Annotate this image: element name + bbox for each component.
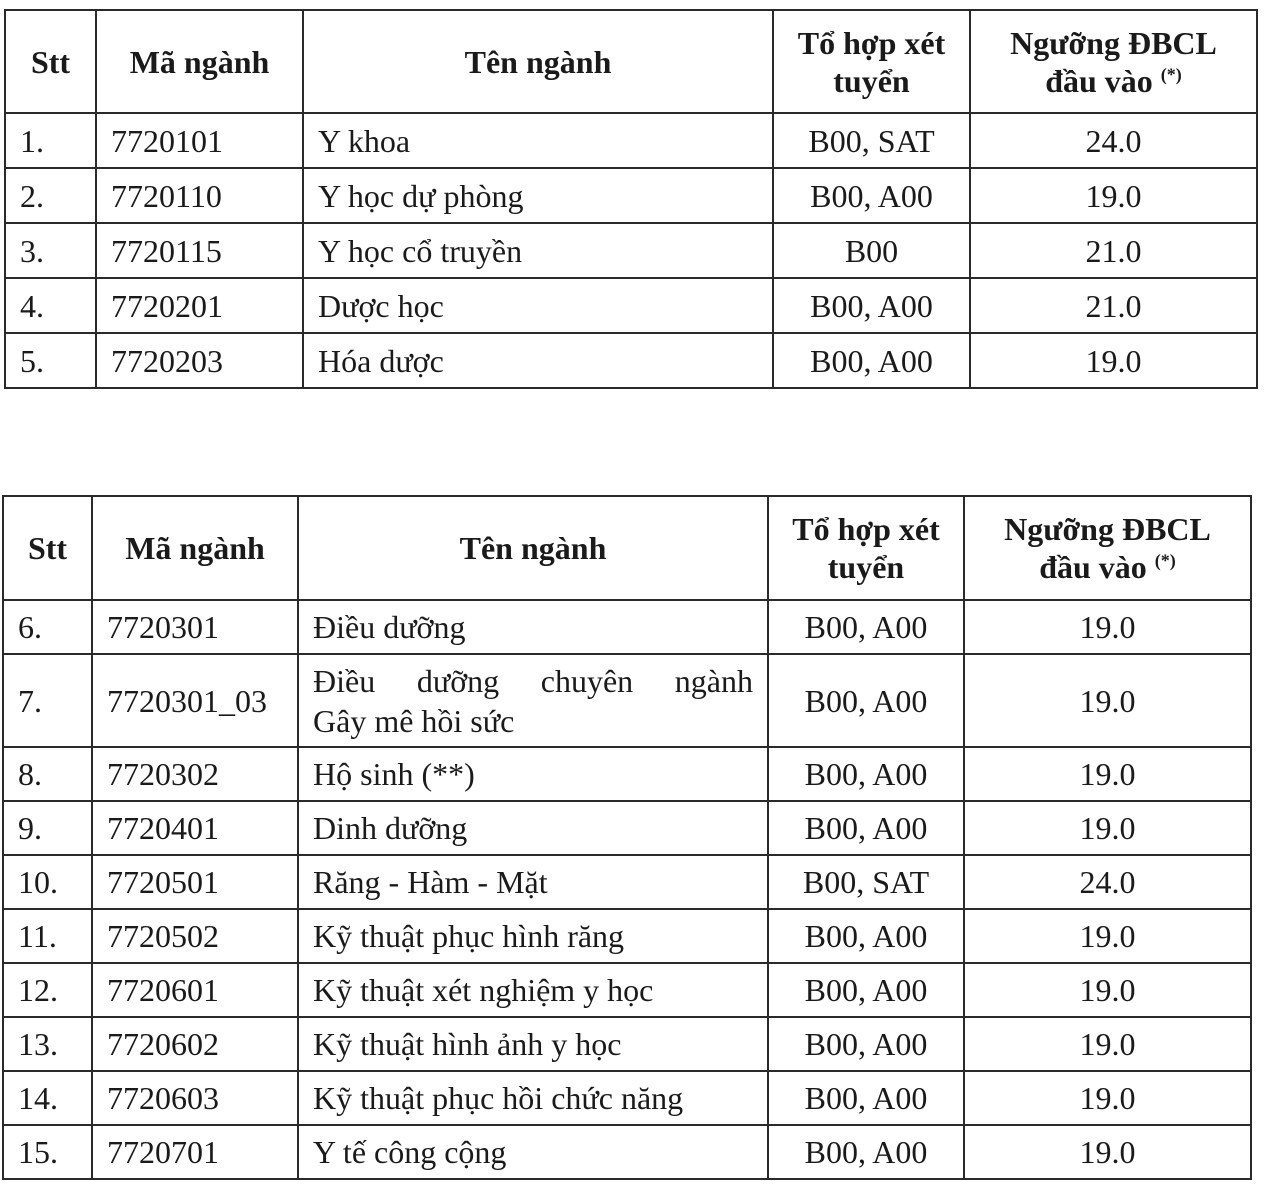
- cell-stt: 4.: [5, 278, 96, 333]
- cell-to-hop: B00, A00: [768, 1125, 964, 1179]
- cell-nguong: 21.0: [970, 278, 1257, 333]
- cell-to-hop: B00, A00: [768, 600, 964, 654]
- table-row: [3, 1017, 1251, 1071]
- cell-ma-nganh: 7720110: [96, 168, 303, 223]
- cell-ma-nganh: 7720115: [96, 223, 303, 278]
- cell-to-hop: B00, A00: [768, 909, 964, 963]
- cell-ten-nganh: Răng - Hàm - Mặt: [298, 855, 768, 909]
- cell-ten-nganh: Dinh dưỡng: [298, 801, 768, 855]
- cell-nguong: 24.0: [964, 855, 1251, 909]
- table-row: [3, 1071, 1251, 1125]
- cell-nguong: 19.0: [964, 1017, 1251, 1071]
- header-to-hop: [768, 496, 964, 600]
- header-nguong-line1: Ngưỡng ĐBCL: [1004, 511, 1211, 547]
- header-ma-nganh: Mã ngành: [96, 10, 303, 113]
- header-stt: Stt: [5, 10, 96, 113]
- table-row: [3, 909, 1251, 963]
- cell-to-hop: B00: [773, 223, 970, 278]
- table-row: [3, 801, 1251, 855]
- table-header-row: [5, 10, 1257, 113]
- cell-ma-nganh: 7720603: [92, 1071, 298, 1125]
- table-row: [3, 963, 1251, 1017]
- cell-ten-nganh: [298, 654, 768, 747]
- header-ten-nganh: Tên ngành: [303, 10, 773, 113]
- header-stt: Stt: [3, 496, 92, 600]
- cell-to-hop: B00, SAT: [773, 113, 970, 168]
- cell-stt: 13.: [3, 1017, 92, 1071]
- table-row: [5, 278, 1257, 333]
- cell-ten-nganh: Y học cổ truyền: [303, 223, 773, 278]
- cell-ten-nganh: Điều dưỡng: [298, 600, 768, 654]
- header-ten-nganh: Tên ngành: [298, 496, 768, 600]
- cell-nguong: 21.0: [970, 223, 1257, 278]
- cell-stt: 12.: [3, 963, 92, 1017]
- table-row: [3, 1125, 1251, 1179]
- header-to-hop-line1: Tổ hợp xét: [797, 24, 946, 61]
- cell-to-hop: B00, A00: [773, 278, 970, 333]
- cell-nguong: 19.0: [964, 1071, 1251, 1125]
- cell-ten-nganh-line1: Điều dưỡng chuyên ngành: [313, 662, 753, 699]
- cell-nguong: 19.0: [964, 801, 1251, 855]
- cell-stt: 8.: [3, 747, 92, 801]
- cell-stt: 11.: [3, 909, 92, 963]
- cell-ten-nganh-line2: Gây mê hồi sức: [313, 702, 515, 739]
- majors-table-1: [4, 9, 1258, 389]
- cell-nguong: 19.0: [964, 909, 1251, 963]
- table-row: [5, 113, 1257, 168]
- cell-ten-nganh: Kỹ thuật xét nghiệm y học: [298, 963, 768, 1017]
- cell-nguong: 19.0: [964, 600, 1251, 654]
- table-row: [3, 855, 1251, 909]
- cell-stt: 5.: [5, 333, 96, 388]
- cell-to-hop: B00, A00: [773, 333, 970, 388]
- cell-stt: 1.: [5, 113, 96, 168]
- cell-to-hop: B00, A00: [768, 963, 964, 1017]
- cell-stt: 2.: [5, 168, 96, 223]
- cell-nguong: 24.0: [970, 113, 1257, 168]
- cell-nguong: 19.0: [970, 333, 1257, 388]
- cell-stt: 6.: [3, 600, 92, 654]
- header-to-hop-line1: Tổ hợp xét: [792, 511, 940, 547]
- table-row: [3, 600, 1251, 654]
- cell-stt: 3.: [5, 223, 96, 278]
- cell-stt: 10.: [3, 855, 92, 909]
- cell-ten-nganh: Kỹ thuật hình ảnh y học: [298, 1017, 768, 1071]
- table-header-row: [3, 496, 1251, 600]
- cell-ma-nganh: 7720701: [92, 1125, 298, 1179]
- header-to-hop-line2: tuyển: [827, 549, 905, 585]
- cell-to-hop: B00, A00: [768, 1017, 964, 1071]
- cell-ma-nganh: 7720602: [92, 1017, 298, 1071]
- header-nguong-line2: đầu vào: [1039, 549, 1147, 585]
- cell-nguong: 19.0: [964, 1125, 1251, 1179]
- header-nguong-footnote: (*): [1154, 550, 1176, 571]
- cell-ma-nganh: 7720502: [92, 909, 298, 963]
- table-row: [3, 747, 1251, 801]
- cell-ten-nganh: Y tế công cộng: [298, 1125, 768, 1179]
- header-nguong-line2: đầu vào: [1045, 62, 1153, 99]
- majors-table-2: [2, 495, 1252, 1180]
- cell-ten-nganh: Hóa dược: [303, 333, 773, 388]
- cell-ma-nganh: 7720501: [92, 855, 298, 909]
- cell-stt: 14.: [3, 1071, 92, 1125]
- table-row: [5, 168, 1257, 223]
- header-nguong-footnote: (*): [1160, 63, 1182, 84]
- cell-nguong: 19.0: [964, 654, 1251, 747]
- cell-to-hop: B00, A00: [768, 654, 964, 747]
- header-nguong-line1: Ngưỡng ĐBCL: [1010, 24, 1217, 61]
- cell-stt: 7.: [3, 654, 92, 747]
- cell-ma-nganh: 7720301_03: [92, 654, 298, 747]
- table-row: [5, 333, 1257, 388]
- cell-ma-nganh: 7720601: [92, 963, 298, 1017]
- cell-ma-nganh: 7720101: [96, 113, 303, 168]
- header-to-hop: [773, 10, 970, 113]
- cell-nguong: 19.0: [970, 168, 1257, 223]
- cell-ten-nganh: Hộ sinh (**): [298, 747, 768, 801]
- cell-ma-nganh: 7720401: [92, 801, 298, 855]
- cell-to-hop: B00, A00: [773, 168, 970, 223]
- cell-stt: 15.: [3, 1125, 92, 1179]
- cell-ma-nganh: 7720301: [92, 600, 298, 654]
- header-nguong: [970, 10, 1257, 113]
- cell-to-hop: B00, A00: [768, 1071, 964, 1125]
- cell-stt: 9.: [3, 801, 92, 855]
- cell-ma-nganh: 7720302: [92, 747, 298, 801]
- cell-to-hop: B00, SAT: [768, 855, 964, 909]
- cell-nguong: 19.0: [964, 747, 1251, 801]
- cell-to-hop: B00, A00: [768, 801, 964, 855]
- header-nguong: [964, 496, 1251, 600]
- cell-ma-nganh: 7720203: [96, 333, 303, 388]
- cell-nguong: 19.0: [964, 963, 1251, 1017]
- table-row: [3, 654, 1251, 747]
- table-row: [5, 223, 1257, 278]
- cell-ten-nganh: Kỹ thuật phục hồi chức năng: [298, 1071, 768, 1125]
- cell-ten-nganh: Y học dự phòng: [303, 168, 773, 223]
- cell-ten-nganh: Kỹ thuật phục hình răng: [298, 909, 768, 963]
- header-ma-nganh: Mã ngành: [92, 496, 298, 600]
- cell-ten-nganh: Dược học: [303, 278, 773, 333]
- cell-ten-nganh: Y khoa: [303, 113, 773, 168]
- cell-ma-nganh: 7720201: [96, 278, 303, 333]
- cell-to-hop: B00, A00: [768, 747, 964, 801]
- header-to-hop-line2: tuyển: [833, 62, 910, 99]
